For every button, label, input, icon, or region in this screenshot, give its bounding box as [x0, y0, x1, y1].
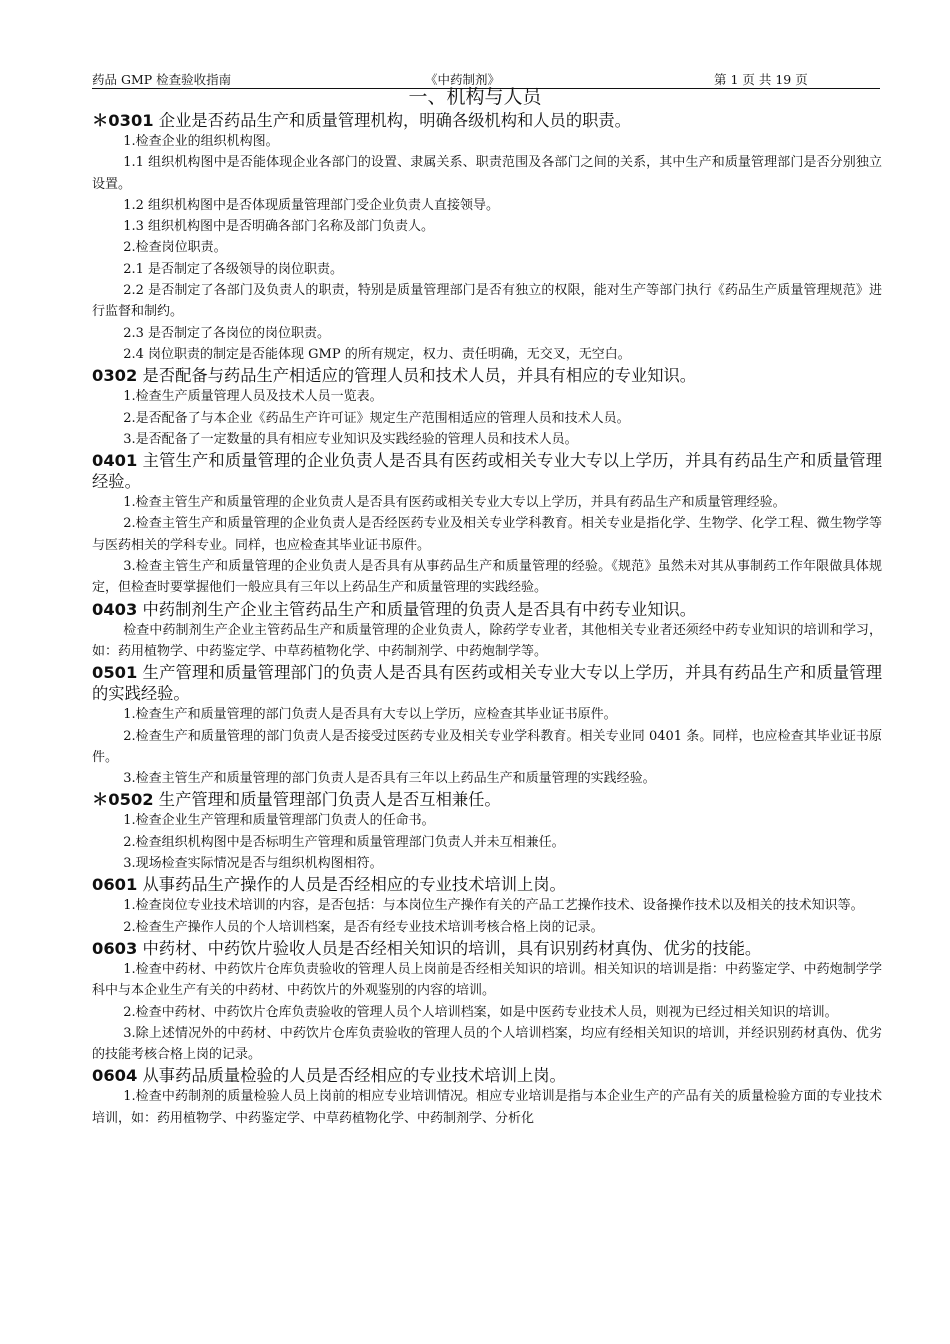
clause-code: 0302 — [92, 366, 138, 386]
check-item-paragraph: 1.1 组织机构图中是否能体现企业各部门的设置、隶属关系、职责范围及各部门之间的关系，其中生产和质量管理部门是否分别独立设置。 — [92, 155, 882, 192]
check-item-paragraph: 2.3 是否制定了各岗位的岗位职责。 — [123, 325, 330, 341]
clause-code: 0604 — [92, 1066, 138, 1086]
check-item-paragraph: 3.现场检查实际情况是否与组织机构图相符。 — [123, 856, 383, 872]
check-item-paragraph: 2.2 是否制定了各部门及负责人的职责，特别是质量管理部门是否有独立的权限，能对生产等部门执行《药品生产质量管理规范》进行监督和制约。 — [92, 283, 882, 320]
check-item-paragraph: 3.除上述情况外的中药材、中药饮片仓库负责验收的管理人员的个人培训档案，均应有经相关知识的培训，并经识别药材真伪、优劣的技能考核合格上岗的记录。 — [92, 1025, 882, 1063]
check-item-paragraph: 1.检查生产和质量管理的部门负责人是否具有大专以上学历，应检查其毕业证书原件。 — [123, 707, 617, 723]
check-item-paragraph: 1.2 组织机构图中是否体现质量管理部门受企业负责人直接领导。 — [123, 197, 499, 213]
clause-heading-text: 是否配备与药品生产相适应的管理人员和技术人员，并具有相应的专业知识。 — [137, 366, 697, 386]
check-item-paragraph: 1.检查中药材、中药饮片仓库负责验收的管理人员上岗前是否经相关知识的培训。相关知识的培训是指：中药鉴定学、中药炮制学学科中与本企业生产有关的中药材、中药饮片的外观鉴别的内容的培训。 — [92, 961, 882, 999]
clause-code: ＊0301 — [92, 111, 154, 130]
check-item-paragraph: 1.检查岗位专业技术培训的内容，是否包括：与本岗位生产操作有关的产品工艺操作技术、设备操作技术以及相关的技术知识等。 — [123, 898, 864, 914]
clause-heading — [92, 365, 882, 386]
clause-heading-text: 从事药品质量检验的人员是否经相应的专业技术培训上岗。 — [137, 1066, 566, 1086]
clause-heading — [92, 1065, 882, 1086]
clause-code: 0401 — [92, 451, 138, 471]
check-item-paragraph: 2.检查岗位职责。 — [123, 240, 227, 256]
section-title: 一、机构与人员 — [408, 86, 542, 108]
clause-heading — [92, 599, 882, 620]
clause-heading — [92, 662, 882, 704]
document-body — [92, 110, 882, 1129]
header-page-number: 第 1 页 共 19 页 — [714, 72, 808, 87]
clause-heading-text: 生产管理和质量管理部门的负责人是否具有医药或相关专业大专以上学历，并具有药品生产和质量管理的实践经验。 — [92, 663, 882, 704]
clause-heading — [92, 450, 882, 492]
check-item-paragraph: 1.检查中药制剂的质量检验人员上岗前的相应专业培训情况。相应专业培训是指与本企业生产的产品有关的质量检验方面的专业技术培训，如：药用植物学、中药鉴定学、中草药植物化学、中药制剂学、分析化 — [92, 1089, 882, 1126]
check-item-paragraph: 2.检查组织机构图中是否标明生产管理和质量管理部门负责人并未互相兼任。 — [123, 834, 565, 850]
clause-heading-text: 中药材、中药饮片验收人员是否经相关知识的培训，具有识别药材真伪、优劣的技能。 — [137, 938, 762, 958]
check-item-paragraph: 2.检查生产操作人员的个人培训档案，是否有经专业技术培训考核合格上岗的记录。 — [123, 919, 604, 935]
header-section-name: 《中药制剂》 — [425, 72, 501, 87]
clause-heading-text: 生产管理和质量管理部门负责人是否互相兼任。 — [153, 790, 501, 810]
clause-heading — [92, 110, 882, 131]
check-item-paragraph: 1.检查主管生产和质量管理的企业负责人是否具有医药或相关专业大专以上学历，并具有药品生产和质量管理经验。 — [123, 495, 786, 511]
clause-heading — [92, 789, 882, 810]
check-item-paragraph: 3.检查主管生产和质量管理的企业负责人是否具有从事药品生产和质量管理的经验。《规范》虽然未对其从事制药工作年限做具体规定，但检查时要掌握他们一般应具有三年以上药品生产和质量管理的实践经验。 — [92, 559, 882, 596]
check-item-paragraph: 3.检查主管生产和质量管理的部门负责人是否具有三年以上药品生产和质量管理的实践经验。 — [123, 771, 656, 787]
check-item-paragraph: 3.是否配备了一定数量的具有相应专业知识及实践经验的管理人员和技术人员。 — [123, 431, 578, 447]
check-item-paragraph: 检查中药制剂生产企业主管药品生产和质量管理的企业负责人，除药学专业者，其他相关专业者还须经中药专业知识的培训和学习，如：药用植物学、中药鉴定学、中草药植物化学、中药制剂学、中药炮制学等。 — [92, 622, 882, 659]
check-item-paragraph: 2.检查主管生产和质量管理的企业负责人是否经医药专业及相关专业学科教育。相关专业是指化学、生物学、化学工程、微生物学等与医药相关的学科专业。同样，也应检查其毕业证书原件。 — [92, 516, 882, 553]
clause-heading-text: 中药制剂生产企业主管药品生产和质量管理的负责人是否具有中药专业知识。 — [137, 599, 697, 619]
check-item-paragraph: 1.检查企业生产管理和质量管理部门负责人的任命书。 — [123, 813, 435, 829]
clause-code: 0403 — [92, 599, 138, 619]
clause-code: ＊0502 — [92, 790, 154, 810]
clause-code: 0501 — [92, 663, 138, 683]
clause-heading-text: 从事药品生产操作的人员是否经相应的专业技术培训上岗。 — [137, 875, 566, 895]
clause-heading — [92, 874, 882, 895]
clause-heading-text: 主管生产和质量管理的企业负责人是否具有医药或相关专业大专以上学历，并具有药品生产和质量管理经验。 — [92, 451, 882, 492]
check-item-paragraph: 2.检查中药材、中药饮片仓库负责验收的管理人员个人培训档案，如是中医药专业技术人员，则视为已经过相关知识的培训。 — [123, 1004, 838, 1020]
check-item-paragraph: 2.检查生产和质量管理的部门负责人是否接受过医药专业及相关专业学科教育。相关专业同 0401 条。同样，也应检查其毕业证书原件。 — [92, 728, 882, 765]
clause-code: 0601 — [92, 875, 138, 895]
header-doc-title: 药品 GMP 检查验收指南 — [92, 72, 232, 87]
clause-heading-text: 企业是否药品生产和质量管理机构，明确各级机构和人员的职责。 — [153, 111, 631, 130]
check-item-paragraph: 2.4 岗位职责的制定是否能体现 GMP 的所有规定，权力、责任明确，无交叉，无空白。 — [123, 346, 631, 362]
clause-code: 0603 — [92, 938, 138, 958]
clause-heading — [92, 938, 882, 959]
check-item-paragraph: 1.检查生产质量管理人员及技术人员一览表。 — [123, 389, 383, 405]
check-item-paragraph: 1.检查企业的组织机构图。 — [123, 134, 279, 149]
check-item-paragraph: 2.是否配备了与本企业《药品生产许可证》规定生产范围相适应的管理人员和技术人员。 — [123, 410, 630, 426]
check-item-paragraph: 2.1 是否制定了各级领导的岗位职责。 — [123, 261, 343, 277]
check-item-paragraph: 1.3 组织机构图中是否明确各部门名称及部门负责人。 — [123, 219, 434, 235]
